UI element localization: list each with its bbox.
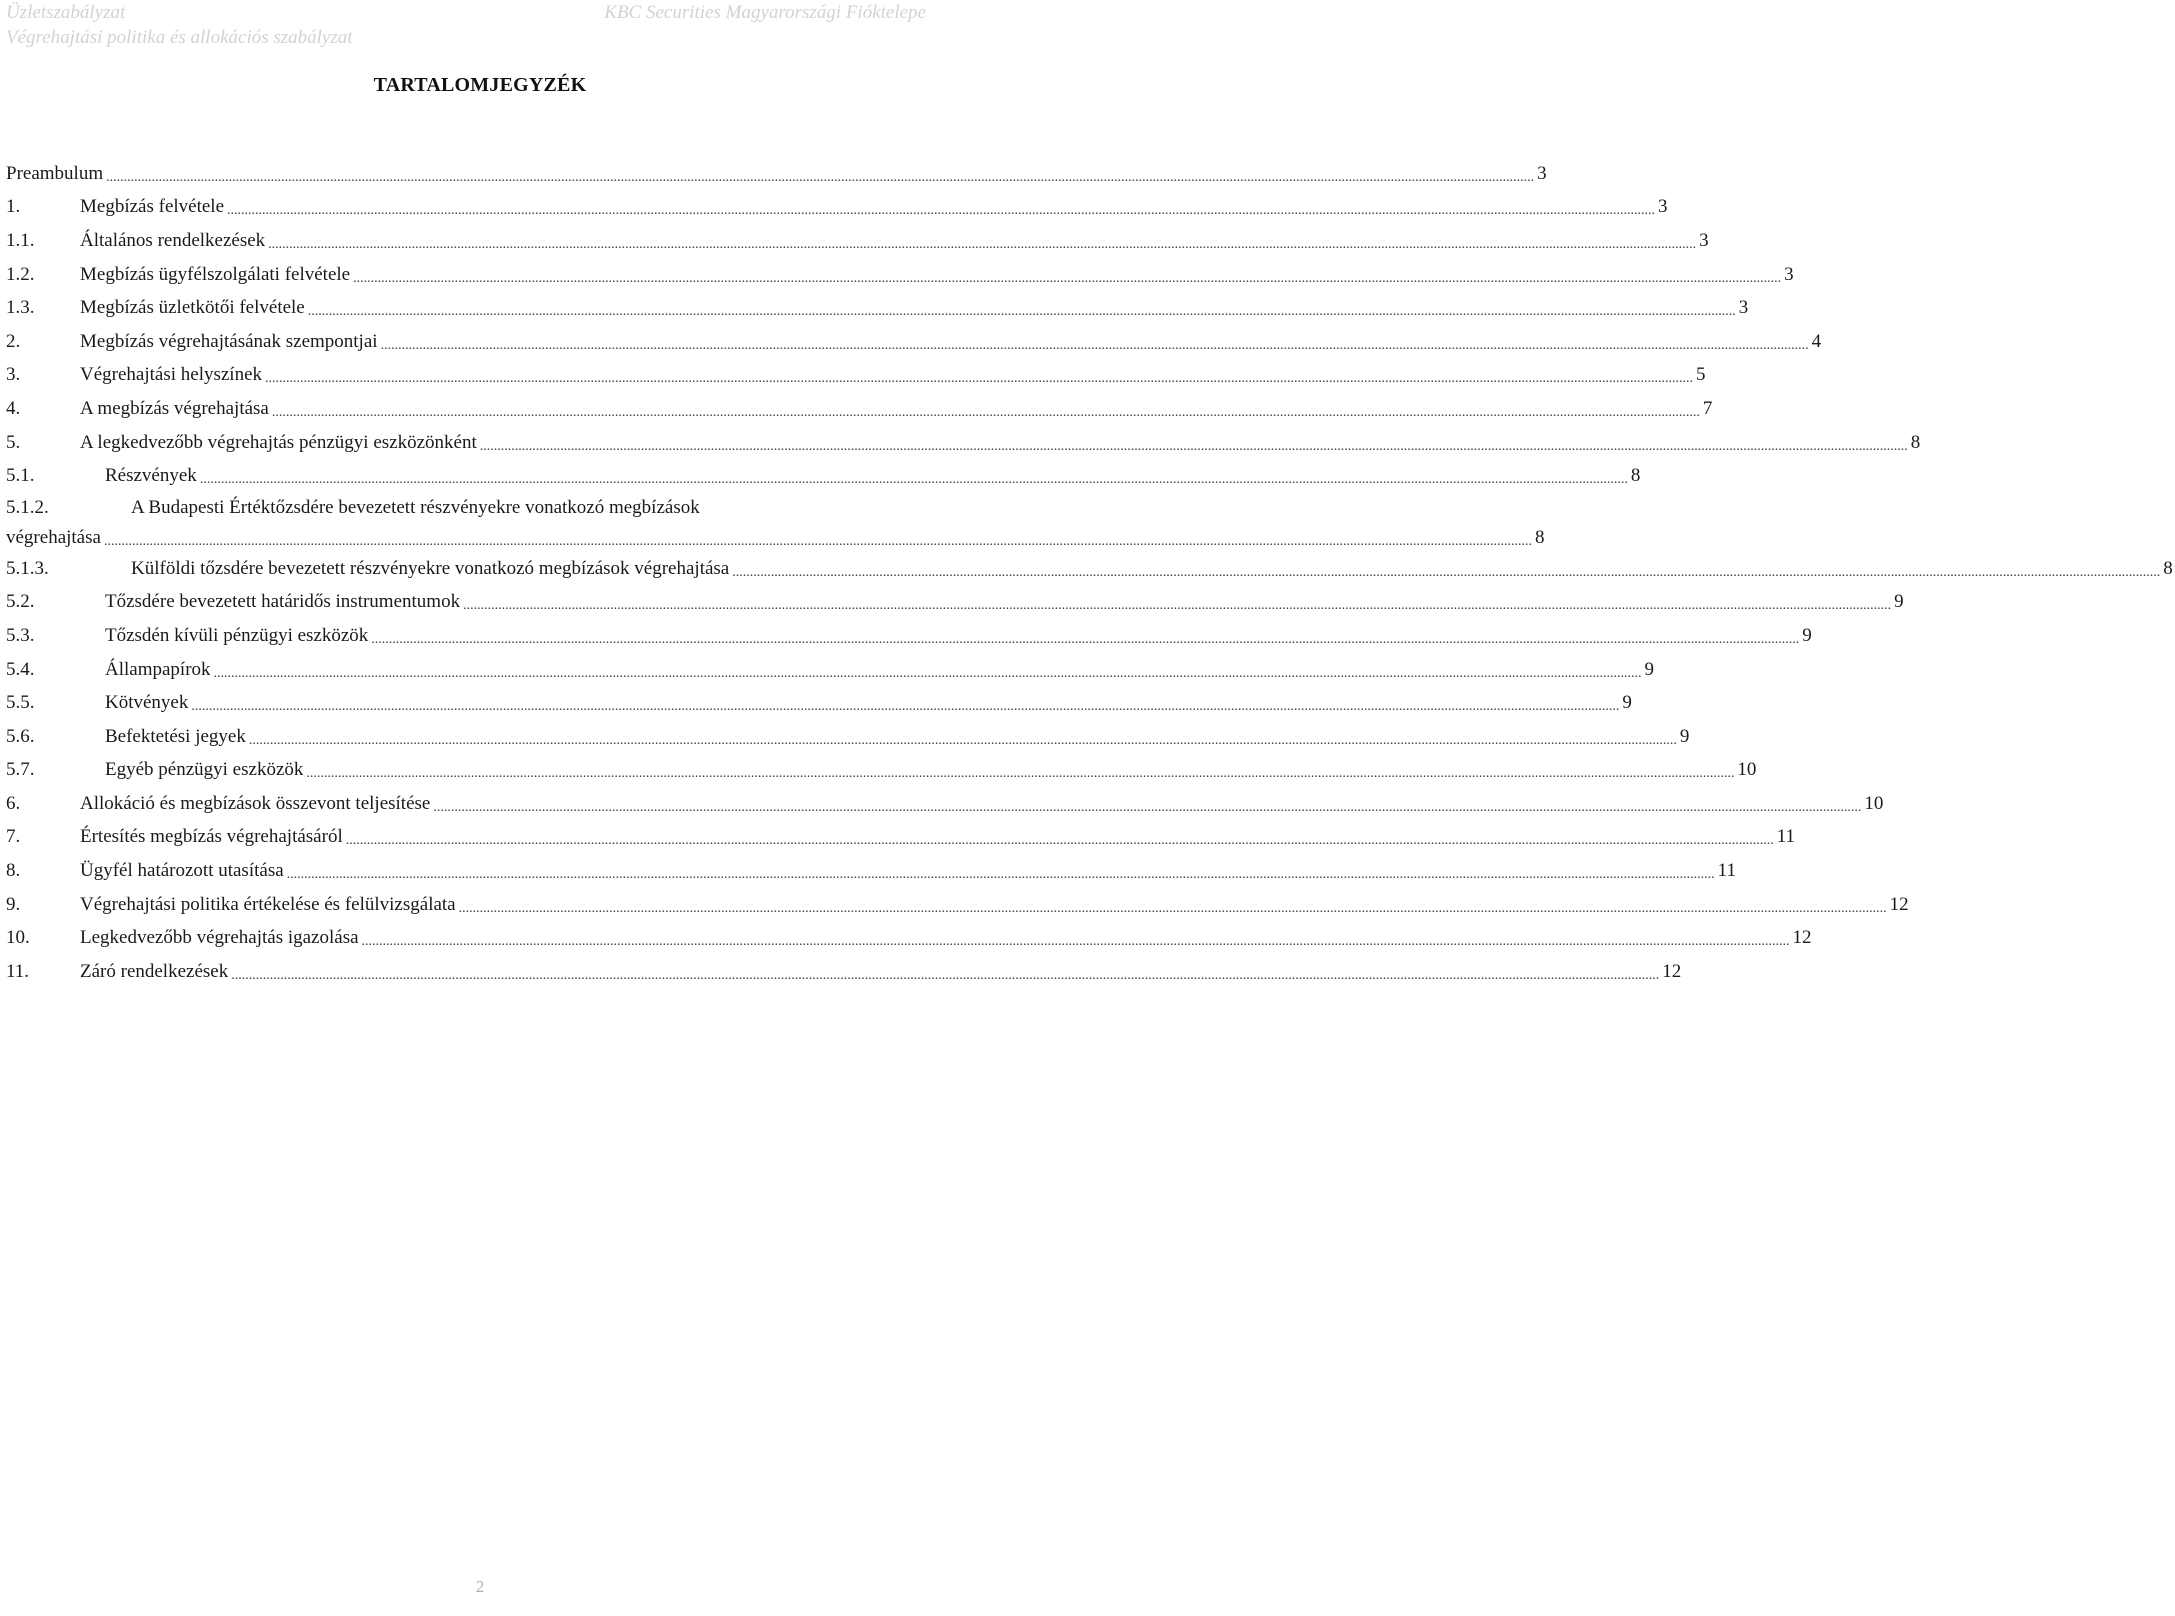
toc-entry-page: 9 bbox=[1802, 624, 1812, 646]
toc-entry-1-1[interactable] bbox=[6, 224, 1709, 258]
toc-entry-page: 3 bbox=[1537, 162, 1547, 184]
toc-entry-5[interactable] bbox=[6, 426, 1921, 460]
toc-entry-number: 5.2. bbox=[6, 591, 35, 613]
toc-entry-page: 12 bbox=[1662, 960, 1682, 982]
toc-entry-page: 3 bbox=[1658, 196, 1668, 218]
header-company-name: KBC Securities Magyarországi Fióktelepe bbox=[604, 2, 926, 23]
toc-dot-leader bbox=[381, 339, 1809, 353]
toc-entry-page: 3 bbox=[1699, 229, 1709, 251]
toc-entry-title: Egyéb pénzügyi eszközök bbox=[105, 759, 304, 781]
toc-entry-10[interactable] bbox=[6, 921, 1812, 955]
toc-dot-leader bbox=[214, 667, 1642, 681]
toc-dot-leader bbox=[459, 902, 1887, 916]
toc-dot-leader bbox=[371, 633, 1799, 647]
toc-entry-title: Értesítés megbízás végrehajtásáról bbox=[80, 826, 343, 848]
toc-entry-title: A megbízás végrehajtása bbox=[80, 397, 269, 419]
toc-entry-number: 5. bbox=[6, 431, 21, 453]
toc-dot-leader bbox=[346, 834, 1774, 848]
toc-entry-page: 9 bbox=[1894, 591, 1904, 613]
toc-entry-title-continuation: végrehajtása bbox=[6, 526, 101, 548]
toc-entry-number: 5.4. bbox=[6, 658, 35, 680]
toc-entry-3[interactable] bbox=[6, 359, 1706, 393]
toc-dot-leader bbox=[231, 969, 1659, 983]
toc-entry-7[interactable] bbox=[6, 821, 1796, 855]
toc-entry-title: Megbízás üzletkötői felvétele bbox=[80, 297, 305, 319]
toc-entry-title: Záró rendelkezések bbox=[80, 960, 229, 982]
header-document-subtitle: Végrehajtási politika és allokációs szabályzat bbox=[6, 27, 353, 48]
page-header bbox=[0, 0, 960, 60]
toc-entry-number: 5.5. bbox=[6, 692, 35, 714]
toc-entry-title: Állampapírok bbox=[105, 658, 211, 680]
toc-entry-number: 5.3. bbox=[6, 624, 35, 646]
toc-entry-number: 5.1. bbox=[6, 465, 35, 487]
toc-entry-5-3[interactable] bbox=[6, 619, 1812, 653]
page-number: 2 bbox=[475, 1577, 485, 1596]
toc-entry-2[interactable] bbox=[6, 325, 1822, 359]
toc-entry-9[interactable] bbox=[6, 888, 1909, 922]
toc-entry-page: 4 bbox=[1811, 330, 1822, 352]
toc-entry-8[interactable] bbox=[6, 854, 1736, 888]
toc-entry-title: Általános rendelkezések bbox=[80, 229, 266, 251]
toc-entry-number: 1.1. bbox=[6, 229, 35, 251]
toc-entry-number: 1.2. bbox=[6, 263, 35, 285]
toc-heading: TARTALOMJEGYZÉK bbox=[373, 74, 587, 96]
toc-entry-title: Végrehajtási helyszínek bbox=[80, 364, 263, 386]
toc-entry-page: 9 bbox=[1644, 658, 1655, 680]
toc-entry-number: 1. bbox=[6, 196, 21, 218]
toc-dot-leader bbox=[200, 473, 1628, 487]
toc-entry-number: 10. bbox=[6, 927, 30, 949]
toc-entry-title: Megbízás felvétele bbox=[80, 196, 225, 218]
toc-dot-leader bbox=[308, 305, 1736, 319]
toc-dot-leader bbox=[306, 767, 1734, 781]
toc-entry-page: 11 bbox=[1717, 860, 1736, 882]
toc-entry-page: 5 bbox=[1696, 364, 1706, 386]
toc-entry-title: Megbízás végrehajtásának szempontjai bbox=[80, 330, 378, 352]
toc-entry-5-1-2-continuation[interactable] bbox=[6, 524, 1545, 552]
toc-entry-5-1-2[interactable] bbox=[6, 493, 964, 524]
toc-entry-5-2[interactable] bbox=[6, 586, 1904, 620]
toc-dot-leader bbox=[265, 372, 1693, 386]
toc-entry-title: Preambulum bbox=[6, 162, 104, 184]
toc-entry-preambulum[interactable] bbox=[6, 157, 1547, 191]
toc-entry-number: 7. bbox=[6, 826, 21, 848]
toc-entry-number: 3. bbox=[6, 364, 21, 386]
toc-entry-page: 11 bbox=[1776, 826, 1796, 848]
toc-entry-number: 2. bbox=[6, 330, 21, 352]
toc-entry-title: Ügyfél határozott utasítása bbox=[80, 860, 284, 882]
toc-entry-title: Végrehajtási politika értékelése és felülvizsgálata bbox=[80, 893, 456, 915]
toc-dot-leader bbox=[104, 535, 1532, 549]
toc-entry-5-7[interactable] bbox=[6, 754, 1757, 788]
toc-entry-page: 10 bbox=[1737, 759, 1757, 781]
toc-dot-leader bbox=[463, 599, 1891, 613]
toc-entry-5-6[interactable] bbox=[6, 720, 1690, 754]
toc-entry-page: 8 bbox=[1910, 431, 1921, 453]
toc-entry-title: A Budapesti Értéktőzsdére bevezetett részvényekre vonatkozó megbízások bbox=[131, 497, 700, 519]
toc-entry-page: 8 bbox=[1534, 526, 1545, 548]
toc-entry-title: Legkedvezőbb végrehajtás igazolása bbox=[80, 927, 359, 949]
toc-entry-1-2[interactable] bbox=[6, 258, 1794, 292]
toc-entry-6[interactable] bbox=[6, 787, 1884, 821]
header-document-title: Üzletszabályzat bbox=[6, 2, 126, 23]
toc-entry-page: 9 bbox=[1622, 692, 1632, 714]
toc-entry-5-4[interactable] bbox=[6, 653, 1655, 687]
toc-entry-title: A legkedvezőbb végrehajtás pénzügyi eszközönként bbox=[80, 431, 477, 453]
toc-dot-leader bbox=[249, 734, 1677, 748]
toc-entry-11[interactable] bbox=[6, 955, 1682, 989]
toc-entry-title: Kötvények bbox=[105, 692, 189, 714]
toc-dot-leader bbox=[353, 272, 1781, 286]
toc-entry-title: Befektetési jegyek bbox=[105, 725, 246, 747]
toc-entry-1[interactable] bbox=[6, 191, 1668, 225]
toc-entry-number: 6. bbox=[6, 792, 21, 814]
toc-entry-page: 10 bbox=[1864, 792, 1884, 814]
toc-dot-leader bbox=[287, 868, 1715, 882]
table-of-contents bbox=[6, 157, 2173, 989]
toc-entry-5-5[interactable] bbox=[6, 686, 1632, 720]
toc-entry-number: 4. bbox=[6, 397, 21, 419]
toc-entry-title: Tőzsdére bevezetett határidős instrumentumok bbox=[105, 591, 461, 613]
toc-entry-title: Allokáció és megbízások összevont teljesítése bbox=[80, 792, 431, 814]
toc-entry-number: 5.6. bbox=[6, 725, 35, 747]
toc-entry-number: 5.7. bbox=[6, 759, 35, 781]
toc-dot-leader bbox=[433, 801, 1861, 815]
toc-entry-5-1-3[interactable] bbox=[6, 552, 2173, 586]
toc-entry-page: 12 bbox=[1889, 893, 1909, 915]
toc-dot-leader bbox=[732, 566, 2160, 580]
toc-entry-title: Tőzsdén kívüli pénzügyi eszközök bbox=[105, 624, 369, 646]
toc-dot-leader bbox=[106, 171, 1534, 185]
toc-dot-leader bbox=[480, 440, 1908, 454]
toc-entry-page: 8 bbox=[2163, 557, 2173, 579]
toc-dot-leader bbox=[272, 406, 1700, 420]
toc-entry-page: 12 bbox=[1792, 927, 1812, 949]
toc-entry-title: Megbízás ügyfélszolgálati felvétele bbox=[80, 263, 351, 285]
toc-entry-number: 11. bbox=[6, 960, 30, 982]
toc-dot-leader bbox=[191, 700, 1619, 714]
toc-dot-leader bbox=[268, 238, 1696, 252]
toc-entry-number: 5.1.3. bbox=[6, 557, 49, 579]
toc-dot-leader bbox=[362, 935, 1790, 949]
toc-entry-page: 3 bbox=[1784, 263, 1794, 285]
toc-entry-page: 8 bbox=[1630, 465, 1641, 487]
toc-entry-title: Külföldi tőzsdére bevezetett részvényekre vonatkozó megbízások végrehajtása bbox=[131, 557, 730, 579]
toc-entry-4[interactable] bbox=[6, 392, 1713, 426]
toc-entry-page: 3 bbox=[1738, 297, 1749, 319]
toc-dot-leader bbox=[227, 204, 1655, 218]
toc-entry-number: 1.3. bbox=[6, 297, 35, 319]
toc-entry-1-3[interactable] bbox=[6, 291, 1749, 325]
toc-entry-page: 7 bbox=[1702, 397, 1713, 419]
toc-entry-title: Részvények bbox=[105, 465, 197, 487]
toc-entry-number: 8. bbox=[6, 860, 21, 882]
toc-entry-number: 9. bbox=[6, 893, 21, 915]
toc-entry-number: 5.1.2. bbox=[6, 497, 49, 519]
toc-entry-5-1[interactable] bbox=[6, 459, 1641, 493]
toc-entry-page: 9 bbox=[1679, 725, 1690, 747]
